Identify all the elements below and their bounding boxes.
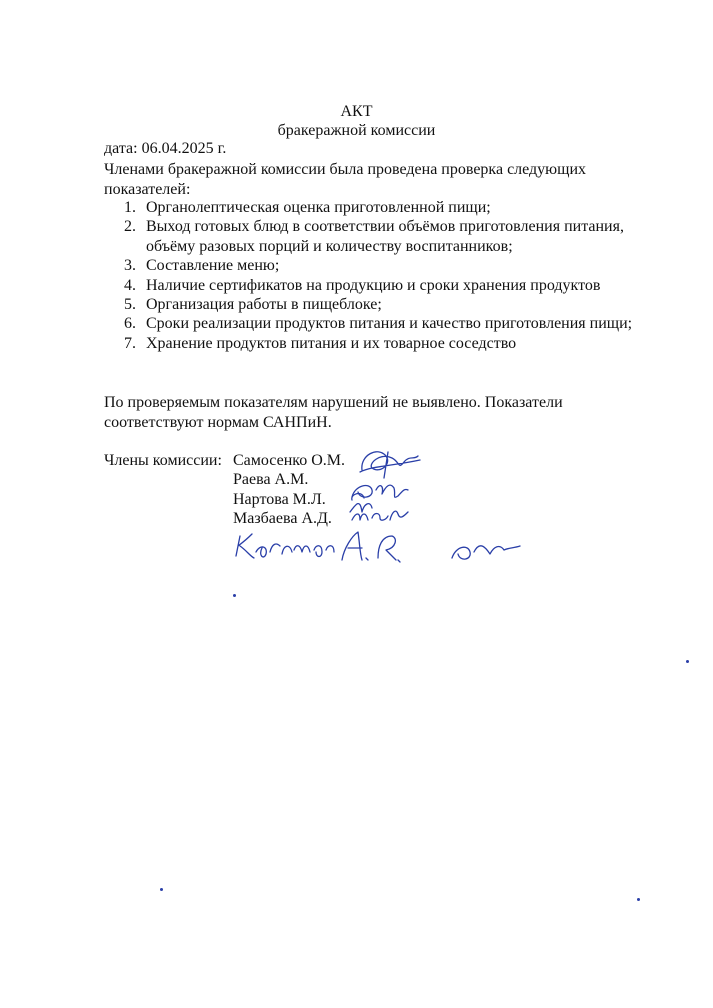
item-number: 5. <box>124 296 136 314</box>
ink-speck <box>233 594 236 597</box>
intro-line-2: показателей: <box>104 181 191 198</box>
intro-line-1: Членами бракеражной комиссии была проведена проверка следующих <box>104 161 587 178</box>
item-number: 3. <box>124 257 136 275</box>
ink-speck <box>637 898 640 901</box>
item-text: Сроки реализации продуктов питания и качество приготовления пищи; <box>146 315 633 333</box>
signature-4 <box>352 511 408 520</box>
item-number: 6. <box>124 315 136 333</box>
item-text: объёму разовых порций и количеству воспитанников; <box>146 237 513 255</box>
date-line: дата: 06.04.2025 г. <box>104 140 227 157</box>
signature-1 <box>360 452 420 478</box>
item-text: Органолептическая оценка приготовленной пищи; <box>146 199 491 216</box>
conclusion-line-1: По проверяемым показателям нарушений не выявлено. Показатели <box>104 394 563 411</box>
ink-speck <box>160 888 163 891</box>
members-label: Члены комиссии: <box>104 452 222 469</box>
item-text: Составление меню; <box>146 257 280 275</box>
item-text: Хранение продуктов питания и их товарное соседство <box>146 334 517 352</box>
item-number: 2. <box>124 218 136 236</box>
conclusion-line-2: соответствуют нормам САНПиН. <box>104 414 332 431</box>
ink-speck <box>686 660 689 663</box>
signature-2 <box>352 485 408 497</box>
document-title: АКТ <box>340 103 373 120</box>
member-name: Нартова М.Л. <box>233 490 326 508</box>
item-number: 1. <box>124 199 136 216</box>
member-name: Самосенко О.М. <box>233 452 345 469</box>
member-name: Раева А.М. <box>233 471 309 489</box>
item-text: Организация работы в пищеблоке; <box>146 296 382 314</box>
document-subtitle: бракеражной комиссии <box>277 122 436 139</box>
item-number: 7. <box>124 334 136 352</box>
item-text: Выход готовых блюд в соответствии объёмов приготовления питания, <box>146 218 624 236</box>
member-name: Мазбаева А.Д. <box>233 509 332 527</box>
handwritten-name <box>236 532 520 562</box>
item-text: Наличие сертификатов на продукцию и сроки хранения продуктов <box>146 276 601 294</box>
item-number: 4. <box>124 276 136 294</box>
